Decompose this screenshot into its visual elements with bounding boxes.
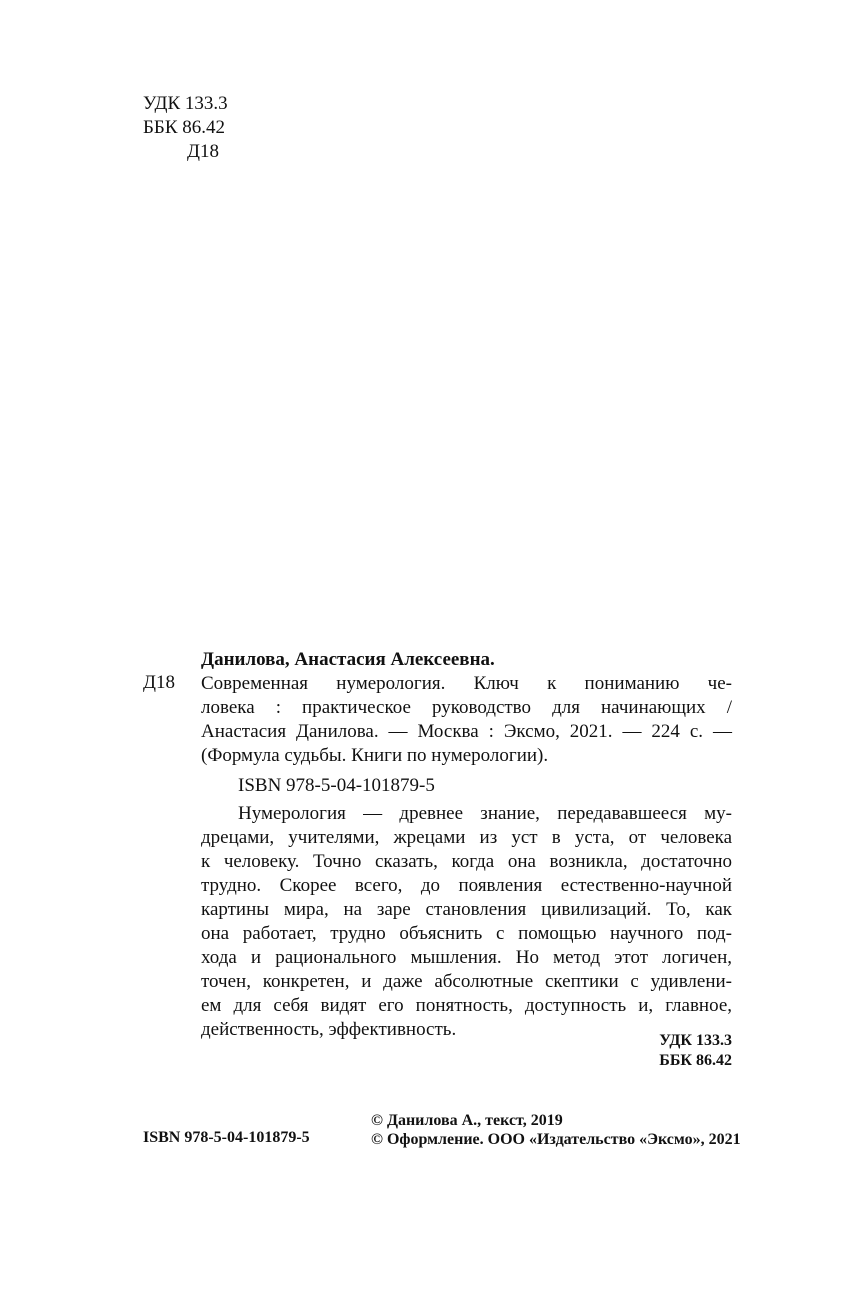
abstract-line: трудно. Скорее всего, до появления естественно-научной — [201, 875, 732, 896]
description-line: (Формула судьбы. Книги по нумерологии). — [201, 745, 549, 766]
udk-code: УДК 133.3 — [143, 93, 228, 114]
description-line: ловека : практическое руководство для начинающих / — [201, 697, 732, 718]
abstract-line: она работает, трудно объяснить с помощью научного под- — [201, 923, 732, 944]
record-author-mark: Д18 — [143, 672, 175, 693]
abstract-line: точен, конкретен, и даже абсолютные скептики с удивлени- — [201, 971, 732, 992]
bbk-code: ББК 86.42 — [143, 117, 225, 138]
abstract-line: ем для себя видят его понятность, доступность и, главное, — [201, 995, 732, 1016]
abstract-line: Нумерология — древнее знание, передававшееся му- — [238, 803, 732, 824]
author-heading: Данилова, Анастасия Алексеевна. — [201, 649, 495, 670]
footer-classification-codes — [600, 1031, 732, 1071]
bibliographic-description — [201, 672, 732, 768]
footer-bbk-code: ББК 86.42 — [659, 1052, 732, 1069]
footer-udk-code: УДК 133.3 — [659, 1032, 732, 1049]
abstract-line: дрецами, учителями, жрецами из уст в уста, от человека — [201, 827, 732, 848]
copyright-text: © Данилова А., текст, 2019 — [371, 1112, 563, 1129]
description-line: Анастасия Данилова. — Москва : Эксмо, 2021. — 224 с. — — [201, 721, 732, 742]
bottom-isbn: ISBN 978-5-04-101879-5 — [143, 1129, 310, 1146]
record-isbn: ISBN 978-5-04-101879-5 — [238, 775, 435, 796]
abstract-line: картины мира, на заре становления цивилизаций. То, как — [201, 899, 732, 920]
author-mark-code: Д18 — [187, 141, 219, 162]
abstract-paragraph — [201, 802, 732, 1042]
description-line: Современная нумерология. Ключ к пониманию че- — [201, 673, 732, 694]
copyright-block — [371, 1111, 741, 1149]
copyright-design: © Оформление. ООО «Издательство «Эксмо», 2021 — [371, 1131, 741, 1148]
abstract-line: хода и рационального мышления. Но метод этот логичен, — [201, 947, 732, 968]
abstract-line: действенность, эффективность. — [201, 1019, 457, 1040]
abstract-line: к человеку. Точно сказать, когда она возникла, достаточно — [201, 851, 732, 872]
top-classification-codes — [143, 92, 228, 164]
